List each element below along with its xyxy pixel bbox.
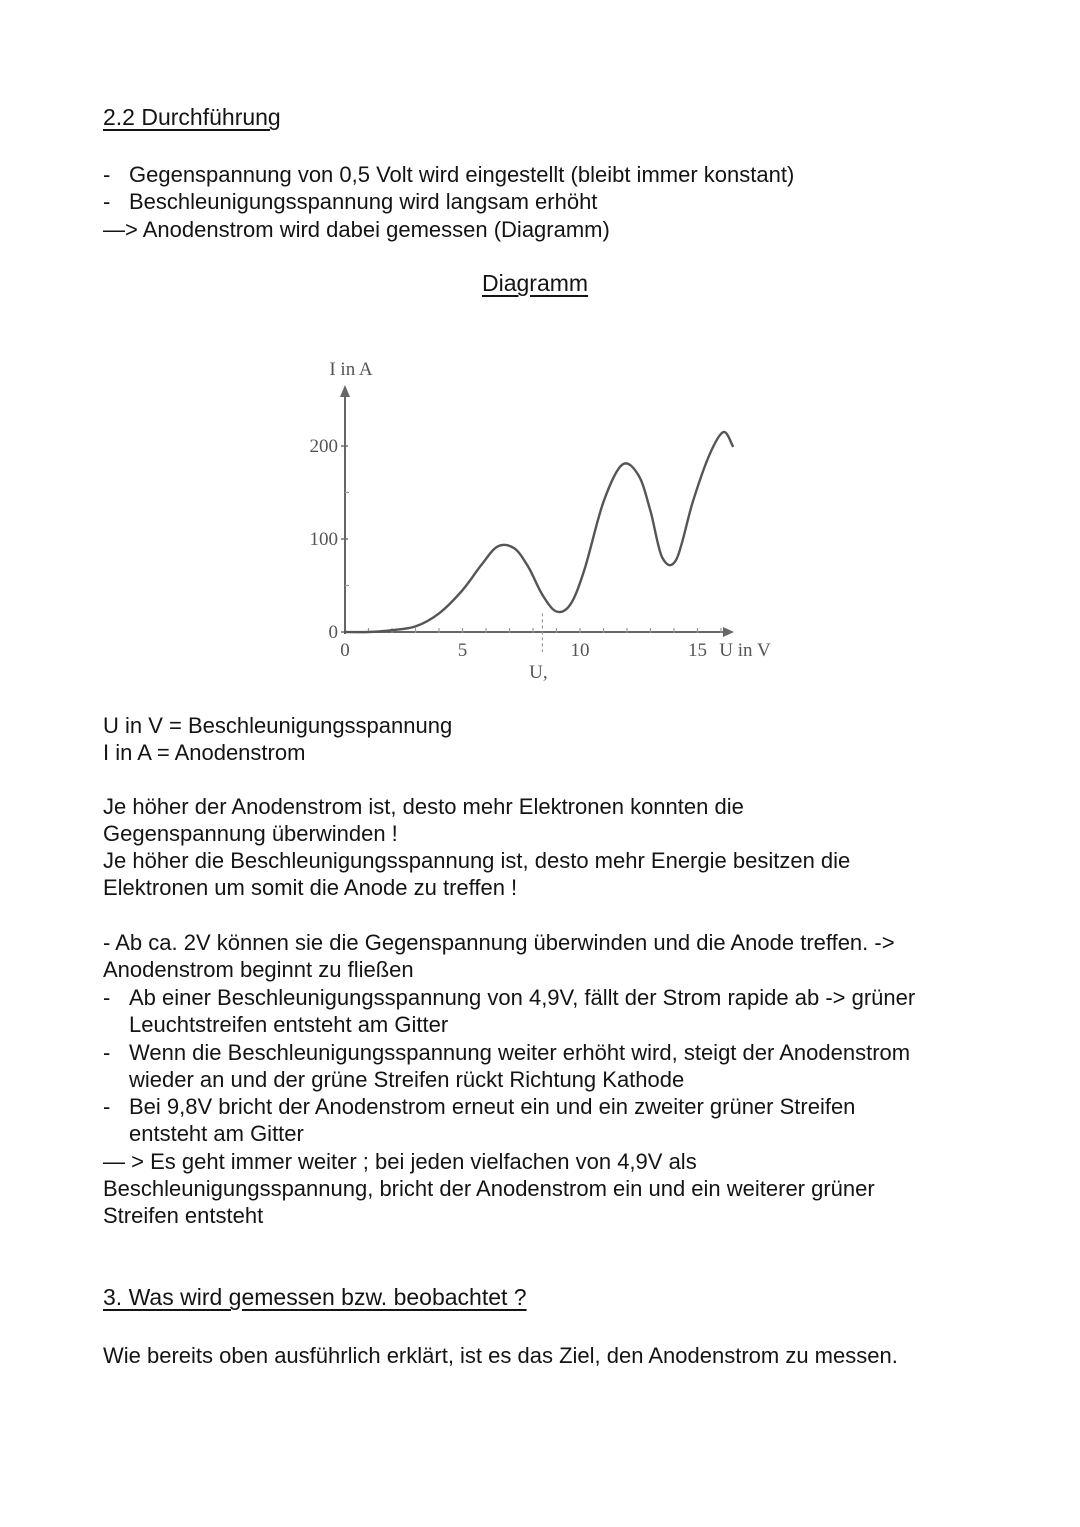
y-tick-label: 200 (309, 436, 338, 457)
y-tick-label: 100 (309, 529, 338, 550)
u1-marker-label: U, (529, 662, 548, 683)
paragraph-line: Gegenspannung überwinden ! (103, 821, 398, 846)
diagram-title: Diagramm (482, 270, 589, 296)
x-tick-label: 5 (457, 640, 468, 661)
observation-item-cont: entsteht am Gitter (129, 1121, 304, 1146)
observation-item-cont: wieder an und der grüne Streifen rückt Richtung Kathode (129, 1067, 685, 1092)
franck-hertz-chart (300, 345, 800, 690)
y-tick-label: 0 (328, 622, 338, 643)
chart-background (300, 345, 800, 690)
legend-line-i: I in A = Anodenstrom (103, 740, 306, 765)
step-item: - Beschleunigungsspannung wird langsam erhöht (103, 189, 598, 214)
step-arrow-line: —> Anodenstrom wird dabei gemessen (Diagramm) (103, 217, 610, 242)
observation-item: - Wenn die Beschleunigungsspannung weiter erhöht wird, steigt der Anodenstrom (103, 1040, 911, 1065)
step-item: - Gegenspannung von 0,5 Volt wird eingestellt (bleibt immer konstant) (103, 162, 795, 187)
x-axis-label: U in V (719, 640, 771, 661)
section-title: 2.2 Durchführung (103, 104, 281, 130)
x-tick-label: 10 (570, 640, 590, 661)
observation-intro-line: - Ab ca. 2V können sie die Gegenspannung überwinden und die Anode treffen. -> (103, 930, 895, 955)
observation-item: - Ab einer Beschleunigungsspannung von 4,9V, fällt der Strom rapide ab -> grüner (103, 985, 916, 1010)
paragraph-line: Je höher die Beschleunigungsspannung ist, desto mehr Energie besitzen die (103, 848, 851, 873)
conclusion-line: — > Es geht immer weiter ; bei jeden vielfachen von 4,9V als (103, 1149, 697, 1174)
y-axis-label: I in A (329, 359, 373, 380)
conclusion-line: Streifen entsteht (103, 1203, 264, 1228)
conclusion-line: Beschleunigungsspannung, bricht der Anodenstrom ein und ein weiterer grüner (103, 1176, 875, 1201)
legend-line-u: U in V = Beschleunigungsspannung (103, 713, 453, 738)
observation-item: - Bei 9,8V bricht der Anodenstrom erneut ein und ein zweiter grüner Streifen (103, 1094, 856, 1119)
x-tick-label: 15 (688, 640, 707, 661)
observation-item-cont: Leuchtstreifen entsteht am Gitter (129, 1012, 449, 1037)
paragraph-line: Je höher der Anodenstrom ist, desto mehr Elektronen konnten die (103, 794, 744, 819)
section3-text: Wie bereits oben ausführlich erklärt, ist es das Ziel, den Anodenstrom zu messen. (103, 1343, 898, 1368)
paragraph-line: Elektronen um somit die Anode zu treffen ! (103, 875, 518, 900)
observation-intro-line: Anodenstrom beginnt zu fließen (103, 957, 414, 982)
section3-title: 3. Was wird gemessen bzw. beobachtet ? (103, 1284, 527, 1310)
x-tick-label: 0 (340, 640, 350, 661)
